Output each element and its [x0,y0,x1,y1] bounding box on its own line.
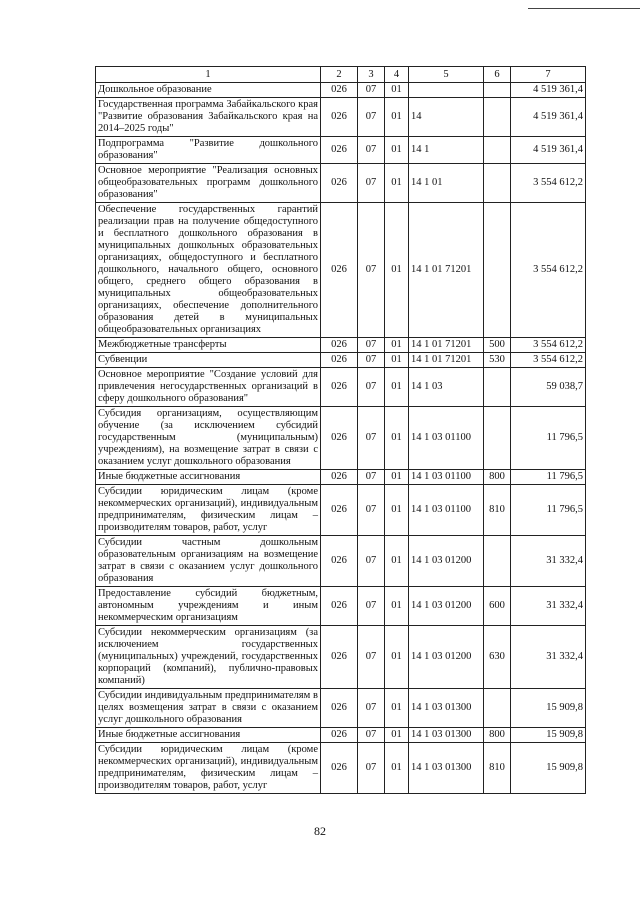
subsection-code: 01 [385,164,409,203]
ministry-code: 026 [321,164,358,203]
row-name: Подпрограмма "Развитие дошкольного образования" [96,137,321,164]
row-name: Иные бюджетные ассигнования [96,470,321,485]
header-cell-4: 4 [385,67,409,83]
section-code: 07 [358,407,385,470]
amount: 31 332,4 [511,536,586,587]
expense-type: 600 [484,587,511,626]
ministry-code: 026 [321,83,358,98]
table-row [96,536,586,587]
amount: 15 909,8 [511,689,586,728]
row-name: Субсидии юридическим лицам (кроме некоммерческих организаций), индивидуальным предпринимателям, физическим лицам – производителям товаров, работ, услуг [96,485,321,536]
expense-type: 630 [484,626,511,689]
amount: 3 554 612,2 [511,353,586,368]
table-row [96,587,586,626]
table-row [96,485,586,536]
target-article: 14 1 [409,137,484,164]
expense-type: 500 [484,338,511,353]
section-code: 07 [358,470,385,485]
target-article: 14 1 03 [409,368,484,407]
ministry-code: 026 [321,203,358,338]
ministry-code: 026 [321,338,358,353]
amount: 31 332,4 [511,587,586,626]
section-code: 07 [358,536,385,587]
subsection-code: 01 [385,485,409,536]
section-code: 07 [358,368,385,407]
budget-table [95,66,586,794]
section-code: 07 [358,164,385,203]
row-name: Субсидия организациям, осуществляющим обучение (за исключением субсидий государственным (муниципальным) учреждениям), на возмещение затрат в связи с оказанием услуг дошкольного образования [96,407,321,470]
expense-type [484,536,511,587]
section-code: 07 [358,98,385,137]
row-name: Государственная программа Забайкальского края "Развитие образования Забайкальского края на 2014–2025 годы" [96,98,321,137]
expense-type [484,407,511,470]
ministry-code: 026 [321,587,358,626]
section-code: 07 [358,338,385,353]
ministry-code: 026 [321,689,358,728]
amount: 11 796,5 [511,485,586,536]
table-row [96,728,586,743]
amount: 11 796,5 [511,407,586,470]
amount: 59 038,7 [511,368,586,407]
target-article: 14 1 01 [409,164,484,203]
table-row [96,338,586,353]
expense-type [484,137,511,164]
table-row [96,743,586,794]
table-row [96,83,586,98]
subsection-code: 01 [385,626,409,689]
table-row [96,626,586,689]
section-code: 07 [358,485,385,536]
ministry-code: 026 [321,353,358,368]
section-code: 07 [358,743,385,794]
ministry-code: 026 [321,536,358,587]
subsection-code: 01 [385,407,409,470]
table-row [96,353,586,368]
expense-type [484,203,511,338]
table-row [96,689,586,728]
section-code: 07 [358,689,385,728]
row-name: Предоставление субсидий бюджетным, автономным учреждениям и иным некоммерческим организациям [96,587,321,626]
amount: 4 519 361,4 [511,98,586,137]
subsection-code: 01 [385,83,409,98]
subsection-code: 01 [385,137,409,164]
subsection-code: 01 [385,203,409,338]
subsection-code: 01 [385,470,409,485]
section-code: 07 [358,626,385,689]
target-article: 14 1 03 01300 [409,743,484,794]
target-article: 14 1 01 71201 [409,338,484,353]
expense-type: 810 [484,485,511,536]
amount: 4 519 361,4 [511,83,586,98]
section-code: 07 [358,203,385,338]
expense-type: 800 [484,728,511,743]
header-cell-6: 6 [484,67,511,83]
section-code: 07 [358,728,385,743]
header-cell-7: 7 [511,67,586,83]
target-article: 14 1 03 01100 [409,485,484,536]
header-cell-2: 2 [321,67,358,83]
header-cell-5: 5 [409,67,484,83]
amount: 15 909,8 [511,743,586,794]
row-name: Субвенции [96,353,321,368]
ministry-code: 026 [321,98,358,137]
target-article: 14 1 03 01200 [409,587,484,626]
ministry-code: 026 [321,470,358,485]
target-article: 14 1 01 71201 [409,203,484,338]
amount: 15 909,8 [511,728,586,743]
row-name: Основное мероприятие "Реализация основных общеобразовательных программ дошкольного образования" [96,164,321,203]
amount: 3 554 612,2 [511,164,586,203]
amount: 31 332,4 [511,626,586,689]
table-row [96,98,586,137]
row-name: Субсидии некоммерческим организациям (за исключением государственных (муниципальных) учреждений, государственных корпораций (компаний), публично-правовых компаний) [96,626,321,689]
target-article: 14 1 03 01200 [409,626,484,689]
expense-type: 810 [484,743,511,794]
section-code: 07 [358,83,385,98]
row-name: Обеспечение государственных гарантий реализации прав на получение общедоступного и бесплатного дошкольного образования в муниципальных дошкольных образовательных организациях, общедоступного и бесплатного дошкольного, начального общего, основного общего, среднего общего образования в муниципальных общеобразовательных организациях, обеспечение дополнительного образования детей в муниципальных общеобразовательных организациях [96,203,321,338]
header-cell-3: 3 [358,67,385,83]
target-article: 14 1 01 71201 [409,353,484,368]
ministry-code: 026 [321,407,358,470]
ministry-code: 026 [321,485,358,536]
subsection-code: 01 [385,536,409,587]
target-article: 14 1 03 01100 [409,470,484,485]
expense-type [484,368,511,407]
row-name: Межбюджетные трансферты [96,338,321,353]
expense-type [484,689,511,728]
section-code: 07 [358,137,385,164]
expense-type: 530 [484,353,511,368]
expense-type [484,98,511,137]
ministry-code: 026 [321,743,358,794]
header-cell-1: 1 [96,67,321,83]
row-name: Субсидии частным дошкольным образовательным организациям на возмещение затрат в связи с оказанием услуг дошкольного образования [96,536,321,587]
target-article: 14 [409,98,484,137]
target-article: 14 1 03 01100 [409,407,484,470]
subsection-code: 01 [385,353,409,368]
expense-type: 800 [484,470,511,485]
target-article: 14 1 03 01300 [409,728,484,743]
amount: 3 554 612,2 [511,338,586,353]
table-row [96,368,586,407]
subsection-code: 01 [385,728,409,743]
target-article [409,83,484,98]
table-row [96,470,586,485]
expense-type [484,164,511,203]
amount: 4 519 361,4 [511,137,586,164]
row-name: Основное мероприятие "Создание условий для привлечения негосударственных организаций в сферу дошкольного образования" [96,368,321,407]
subsection-code: 01 [385,98,409,137]
amount: 3 554 612,2 [511,203,586,338]
table-row [96,407,586,470]
subsection-code: 01 [385,338,409,353]
page-number: 82 [314,824,326,838]
top-rule [528,8,640,9]
subsection-code: 01 [385,368,409,407]
row-name: Субсидии индивидуальным предпринимателям в целях возмещения затрат в связи с оказанием услуг дошкольного образования [96,689,321,728]
expense-type [484,83,511,98]
ministry-code: 026 [321,368,358,407]
section-code: 07 [358,587,385,626]
section-code: 07 [358,353,385,368]
amount: 11 796,5 [511,470,586,485]
table-row [96,203,586,338]
target-article: 14 1 03 01300 [409,689,484,728]
target-article: 14 1 03 01200 [409,536,484,587]
subsection-code: 01 [385,587,409,626]
row-name: Дошкольное образование [96,83,321,98]
row-name: Иные бюджетные ассигнования [96,728,321,743]
subsection-code: 01 [385,689,409,728]
table-row [96,137,586,164]
subsection-code: 01 [385,743,409,794]
ministry-code: 026 [321,137,358,164]
ministry-code: 026 [321,728,358,743]
row-name: Субсидии юридическим лицам (кроме некоммерческих организаций), индивидуальным предпринимателям, физическим лицам – производителям товаров, работ, услуг [96,743,321,794]
table-row [96,164,586,203]
header-row [96,67,586,83]
ministry-code: 026 [321,626,358,689]
